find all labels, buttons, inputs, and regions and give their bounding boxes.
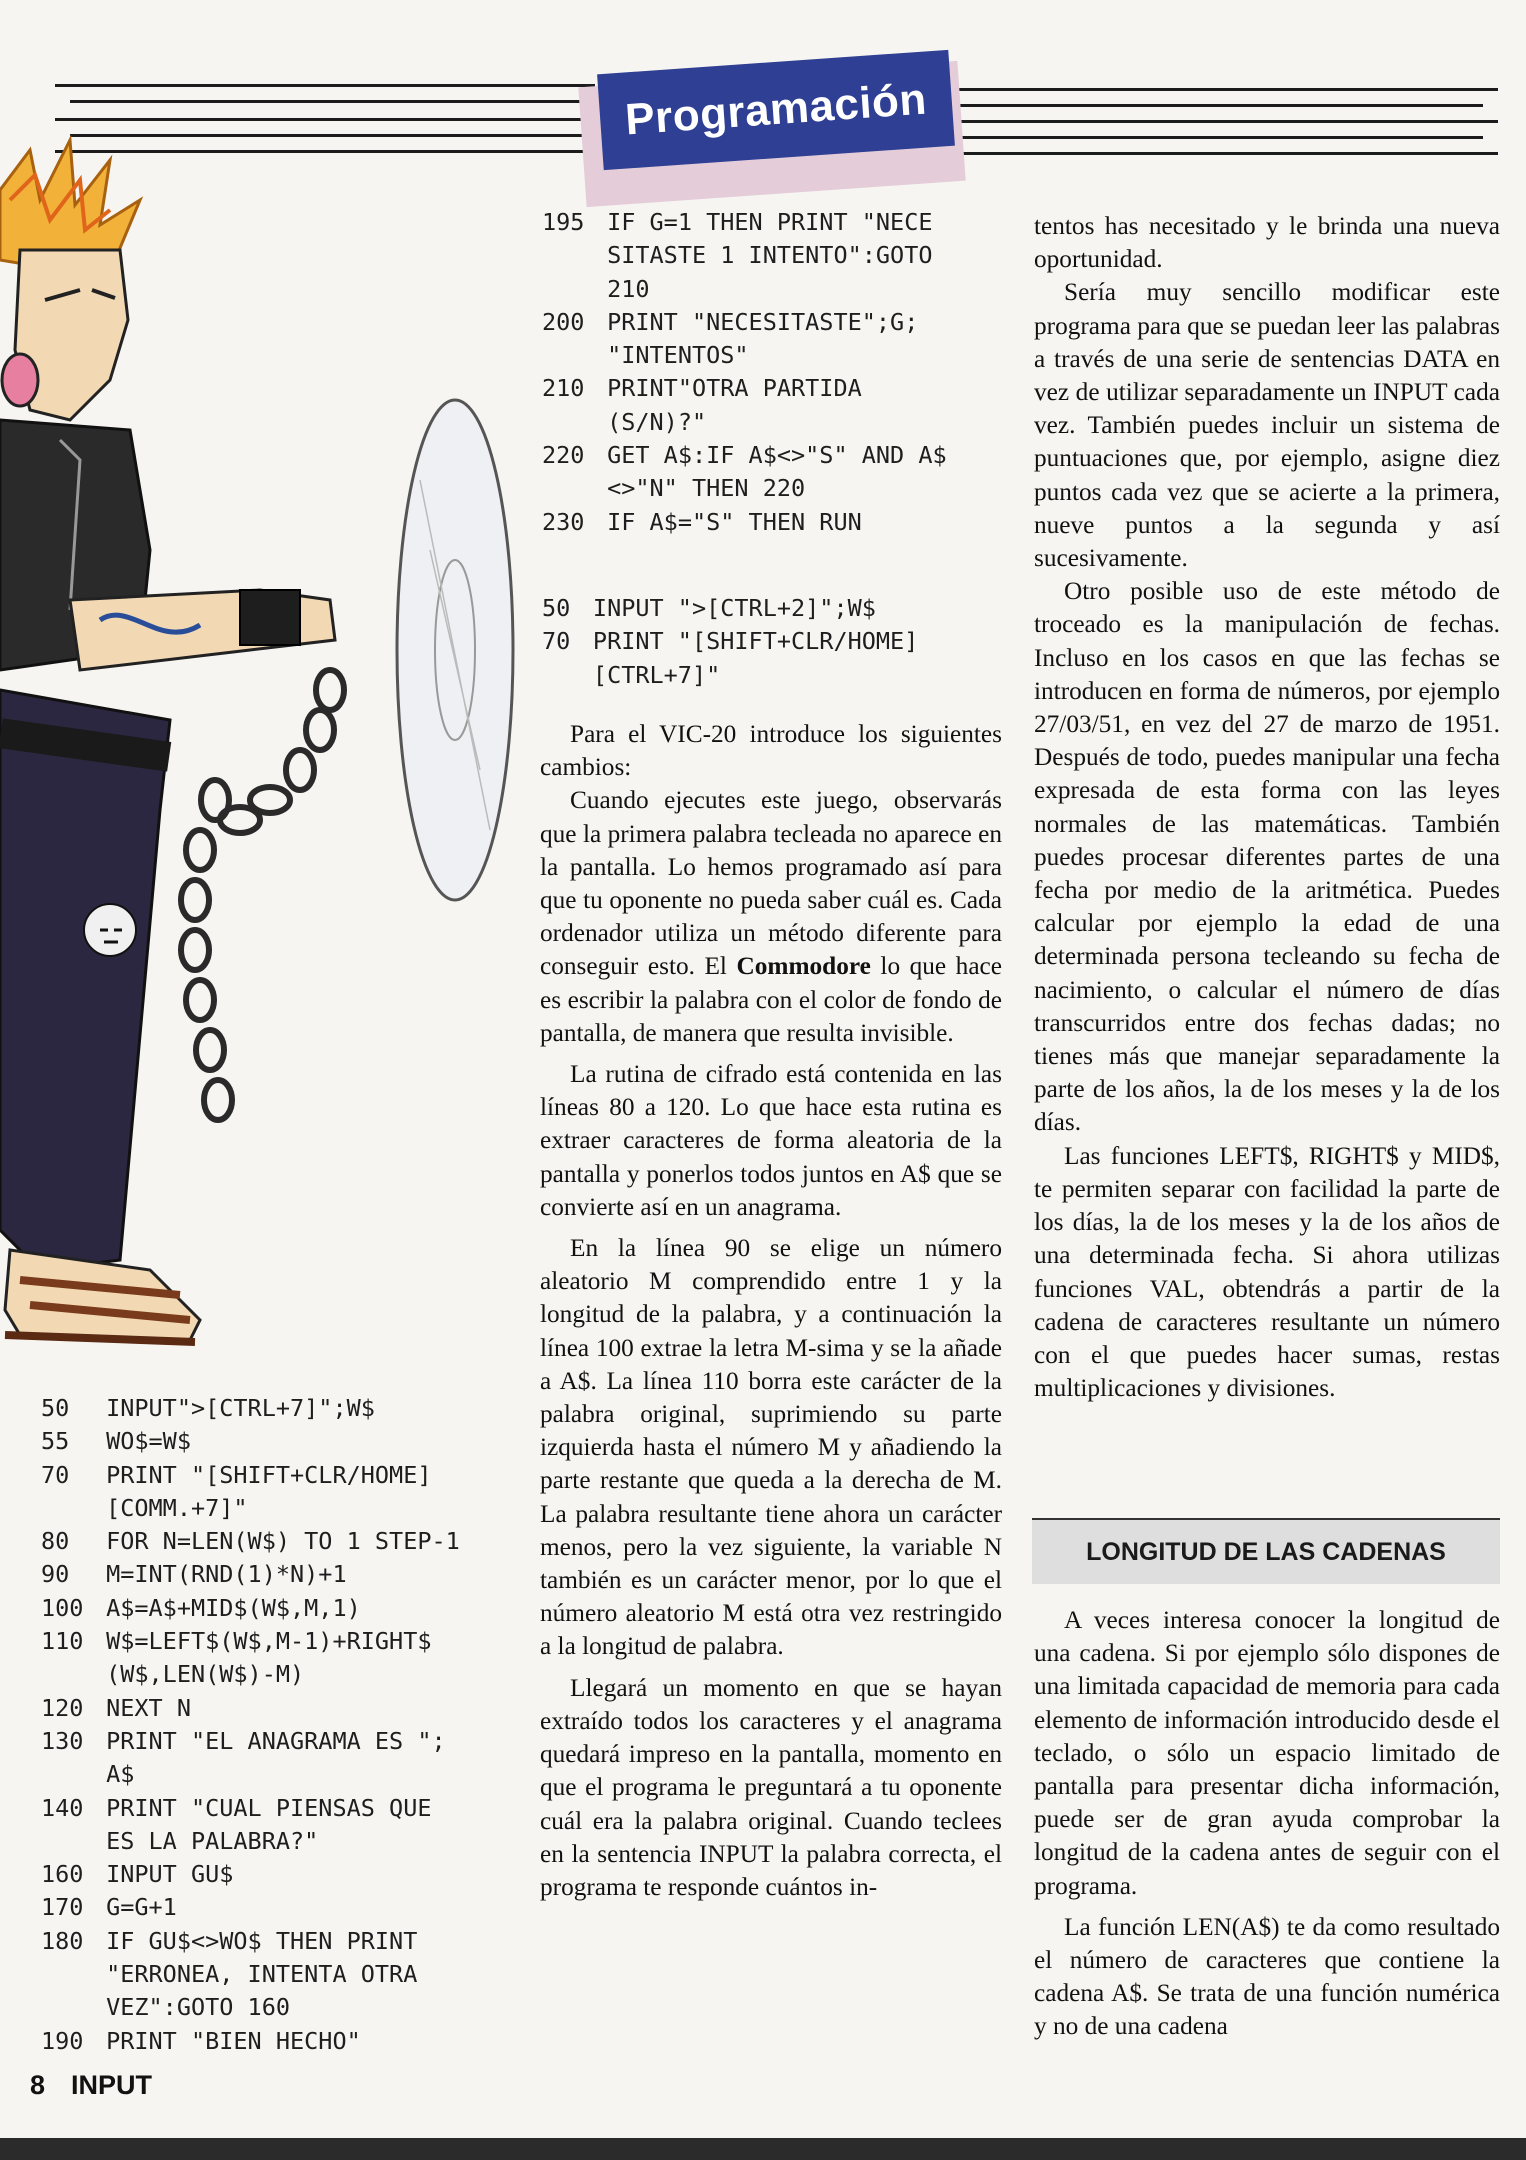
line-number: 110 <box>41 1627 84 1656</box>
code-line <box>542 206 1022 306</box>
line-number: 130 <box>41 1726 84 1755</box>
disc-icon <box>397 400 513 900</box>
section-title: Programación <box>623 74 929 145</box>
legs-icon <box>0 690 171 1270</box>
code-line <box>41 2025 521 2058</box>
line-code: WO$=W$ <box>106 1427 191 1456</box>
code-line <box>542 592 1022 625</box>
line-number: 70 <box>41 1460 70 1489</box>
line-continuation: A$ <box>106 1760 135 1789</box>
line-code: PRINT "BIEN HECHO" <box>106 2026 361 2055</box>
section-heading-box <box>1032 1518 1500 1584</box>
code-line <box>41 1592 521 1625</box>
line-continuation: (S/N)?" <box>607 407 707 436</box>
line-continuation: "ERRONEA, INTENTA OTRA <box>106 1960 418 1989</box>
line-continuation: (W$,LEN(W$)-M) <box>106 1660 305 1689</box>
line-code: PRINT "EL ANAGRAMA ES "; <box>106 1726 446 1755</box>
line-code: INPUT">[CTRL+7]";W$ <box>106 1394 375 1422</box>
line-code: G=G+1 <box>106 1893 177 1922</box>
line-number: 100 <box>41 1593 84 1622</box>
line-number: 180 <box>41 1926 84 1955</box>
right-text-column <box>1034 210 1500 1405</box>
line-number: 210 <box>542 374 585 403</box>
code-line <box>41 1558 521 1591</box>
code-line <box>542 506 1022 539</box>
line-code: M=INT(RND(1)*N)+1 <box>106 1560 347 1589</box>
section-heading: LONGITUD DE LAS CADENAS <box>1086 1537 1446 1566</box>
code-line <box>542 306 1022 373</box>
line-continuation: 210 <box>607 274 650 303</box>
punk-character-illustration <box>0 130 520 1380</box>
line-number: 70 <box>542 627 571 656</box>
magazine-name: INPUT <box>71 2070 153 2100</box>
line-number: 195 <box>542 208 585 236</box>
code-line <box>542 439 1022 506</box>
line-number: 160 <box>41 1860 84 1889</box>
line-number: 170 <box>41 1893 84 1922</box>
line-code: GET A$:IF A$<>"S" AND A$ <box>607 441 947 470</box>
code-listing-continuation <box>542 206 1022 539</box>
line-code: NEXT N <box>106 1693 191 1722</box>
line-continuation: VEZ":GOTO 160 <box>106 1993 291 2022</box>
paragraph: A veces interesa conocer la longitud de una cadena. Si por ejemplo sólo dispones de una limitada capacidad de memoria para cada elemento de información introducido desde el teclado, o sólo un espacio limitado de pantalla para presentar dicha información, puede ser de gran ayuda comprobar la longitud de la cadena antes de seguir con el programa. <box>1034 1606 1500 1900</box>
line-number: 230 <box>542 507 585 536</box>
paragraph: Para el VIC-20 introduce los siguientes cambios: <box>540 720 1002 782</box>
code-line <box>41 1525 521 1558</box>
line-code: IF GU$<>WO$ THEN PRINT <box>106 1926 418 1955</box>
line-code: IF G=1 THEN PRINT "NECE <box>607 208 933 236</box>
code-line <box>542 372 1022 439</box>
paragraph: Sería muy sencillo modificar este programa para que se puedan leer las palabras a través de una serie de sentencias DATA en vez de utilizar separadamente un INPUT cada vez. También puedes incluir un sistema de puntuaciones que, por ejemplo, asigne diez puntos cada vez que se acierte a la primera, nueve puntos a la segunda y así sucesivamente. <box>1034 278 1500 573</box>
code-line <box>542 625 1022 692</box>
line-code: FOR N=LEN(W$) TO 1 STEP-1 <box>106 1527 460 1556</box>
line-code: PRINT "NECESITASTE";G; <box>607 307 919 336</box>
middle-text-column <box>540 718 1002 1904</box>
code-line <box>41 1925 521 2025</box>
line-number: 220 <box>542 441 585 470</box>
line-code: PRINT "[SHIFT+CLR/HOME] <box>106 1460 432 1489</box>
line-number: 90 <box>41 1560 70 1589</box>
code-line <box>41 1792 521 1859</box>
line-code: PRINT "CUAL PIENSAS QUE <box>106 1793 432 1822</box>
code-line <box>41 1425 521 1458</box>
line-code: A$=A$+MID$(W$,M,1) <box>106 1593 361 1622</box>
line-number: 50 <box>542 594 571 622</box>
paragraph: tentos has necesitado y le brinda una nueva oportunidad. <box>1034 212 1500 274</box>
line-code: IF A$="S" THEN RUN <box>607 507 862 536</box>
line-continuation: [CTRL+7]" <box>592 660 721 689</box>
page-number: 8 <box>30 2070 46 2100</box>
code-line <box>41 1392 521 1425</box>
arm-icon <box>70 590 335 670</box>
paragraph: Cuando ejecutes este juego, observarás que la primera palabra tecleada no aparece en la pantalla. Lo hemos programado así para que tu oponente no pueda saber cuál es. Cada ordenador utiliza un método diferente para conseguir esto. El Commodore lo que hace es escribir la palabra con el color de fondo de pantalla, de manera que resulta invisible. <box>540 786 1002 1047</box>
line-number: 120 <box>41 1693 84 1722</box>
paragraph: Las funciones LEFT$, RIGHT$ y MID$, te permiten separar con facilidad la parte de los días, la de los meses y la de los años de una determinada fecha. Si ahora utilizas funciones VAL, obtendrás a partir de la cadena de caracteres resultante un número con el que puedes hacer sumas, restas multiplicaciones y divisiones. <box>1034 1141 1500 1403</box>
paragraph: La función LEN(A$) te da como resultado el número de caracteres que contiene la cadena A$. Se trata de una función numérica y no de una cadena <box>1034 1912 1500 2041</box>
line-continuation: SITASTE 1 INTENTO":GOTO <box>607 241 933 270</box>
bottom-edge <box>0 2138 1526 2160</box>
line-number: 200 <box>542 307 585 336</box>
paragraph: Llegará un momento en que se hayan extraído todos los caracteres y el anagrama quedará impreso en la pantalla, momento en que el programa le preguntará a tu oponente cuál era la palabra original. Cuando teclees en la sentencia INPUT la palabra correcta, el programa te responde cuántos in- <box>540 1673 1002 1901</box>
line-continuation: <>"N" THEN 220 <box>607 474 806 503</box>
code-line <box>41 1459 521 1526</box>
paragraph: En la línea 90 se elige un número aleatorio M comprendido entre 1 y la longitud de la palabra, y a continuación la línea 100 extrae la letra M-sima y se la añade a A$. La línea 110 borra este carácter de la palabra original, suprimiendo su parte izquierda hasta el número M y añadiendo la parte restante que queda a la derecha de M. La palabra resultante tiene ahora un carácter menos, pero la vez siguiente, la variable N también es un carácter menor, por lo que el número aleatorio M está otra vez restringido a la longitud de palabra. <box>540 1234 1002 1661</box>
line-code: INPUT ">[CTRL+2]";W$ <box>592 594 876 622</box>
line-number: 50 <box>41 1394 70 1422</box>
line-number: 190 <box>41 2026 84 2055</box>
sandal-icon <box>5 1250 200 1342</box>
code-line <box>41 1858 521 1891</box>
line-continuation: [COMM.+7]" <box>106 1493 248 1522</box>
right-text-column-lower <box>1034 1604 1500 2044</box>
code-line <box>41 1625 521 1692</box>
line-code: PRINT"OTRA PARTIDA <box>607 374 862 403</box>
page-footer <box>30 2070 152 2101</box>
line-number: 140 <box>41 1793 84 1822</box>
line-continuation: "INTENTOS" <box>607 341 749 370</box>
line-continuation: ES LA PALABRA?" <box>106 1826 319 1855</box>
paragraph: La rutina de cifrado está contenida en las líneas 80 a 120. Lo que hace esta rutina es extraer caracteres de forma aleatoria de la pantalla y ponerlos todos juntos en A$ que se convierte así en un anagrama. <box>540 1060 1002 1221</box>
line-code: W$=LEFT$(W$,M-1)+RIGHT$ <box>106 1627 432 1656</box>
code-line <box>41 1891 521 1924</box>
code-listing-main <box>41 1392 521 2058</box>
chain-icon <box>181 670 344 1120</box>
line-number: 55 <box>41 1427 70 1456</box>
line-code: PRINT "[SHIFT+CLR/HOME] <box>592 627 919 656</box>
code-listing-vic20 <box>542 592 1022 692</box>
code-line <box>41 1725 521 1792</box>
line-number: 80 <box>41 1527 70 1556</box>
code-line <box>41 1692 521 1725</box>
paragraph: Otro posible uso de este método de troceado es la manipulación de fechas. Incluso en los casos en que las fechas se introducen en forma de números, por ejemplo 27/03/51, en vez del 27 de marzo de 1951. Después de todo, puedes manipular una fecha expresada de esta forma con las leyes normales de las matemáticas. También puedes procesar diferentes partes de una fecha por medio de la aritmética. Puedes calcular por ejemplo la edad de una determinada persona tecleando su fecha de nacimiento, o calcular el número de días transcurridos entre dos fechas dadas; no tienes más que manejar separadamente la parte de los años, la de los meses y la de los días. <box>1034 577 1500 1137</box>
line-code: INPUT GU$ <box>106 1860 234 1889</box>
face-icon <box>2 250 128 420</box>
